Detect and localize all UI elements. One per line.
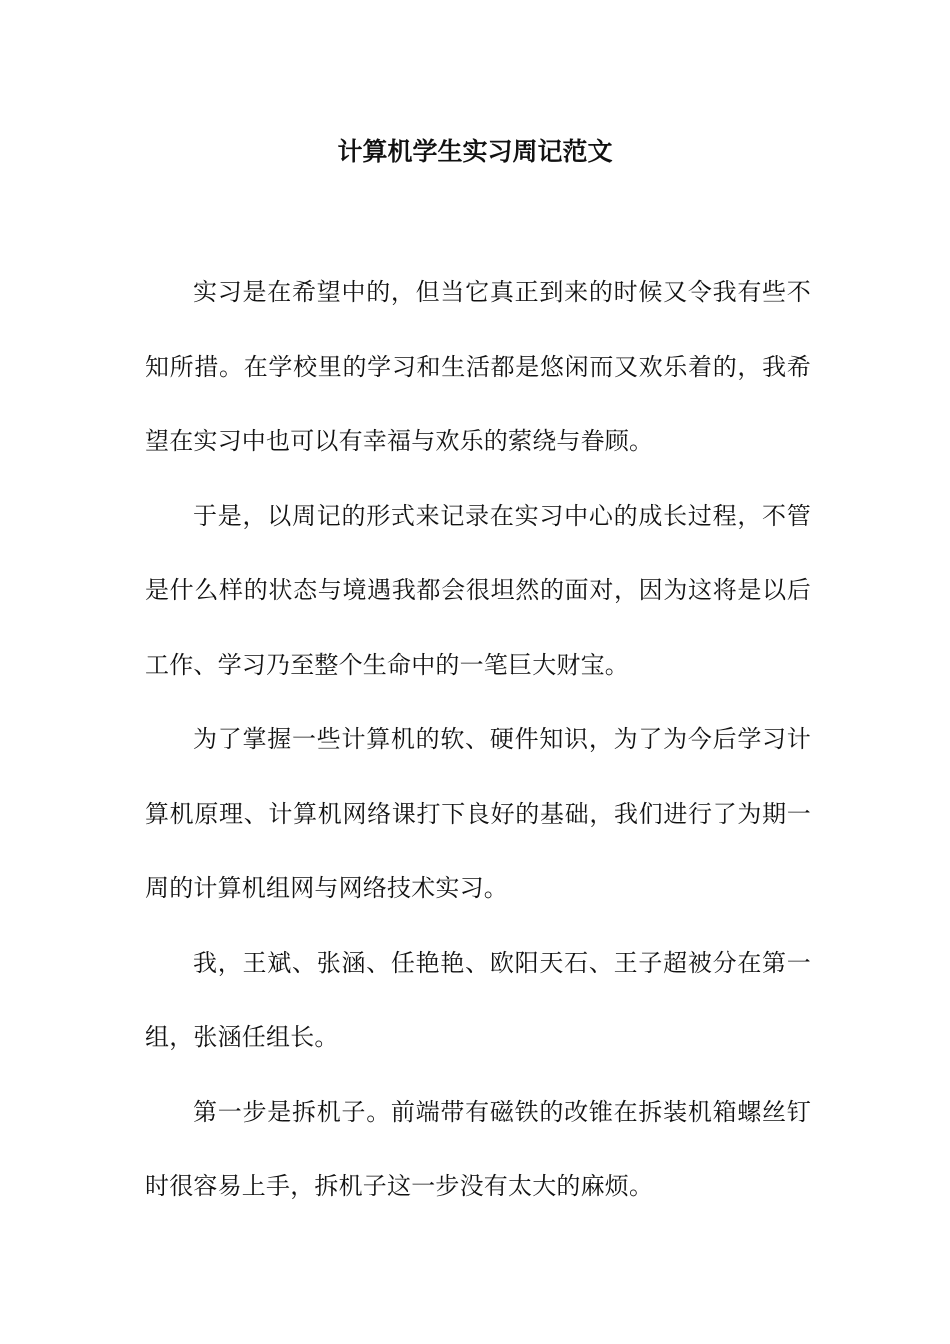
document-body <box>145 255 811 1224</box>
paragraph: 实习是在希望中的，但当它真正到来的时候又令我有些不知所措。在学校里的学习和生活都是悠闲而又欢乐着的，我希望在实习中也可以有幸福与欢乐的萦绕与眷顾。 <box>145 278 811 455</box>
paragraph: 第一步是拆机子。前端带有磁铁的改锥在拆装机箱螺丝钉时很容易上手，拆机子这一步没有太大的麻烦。 <box>145 1097 811 1200</box>
paragraph: 为了掌握一些计算机的软、硬件知识，为了为今后学习计算机原理、计算机网络课打下良好的基础，我们进行了为期一周的计算机组网与网络技术实习。 <box>145 725 811 902</box>
paragraph: 于是，以周记的形式来记录在实习中心的成长过程，不管是什么样的状态与境遇我都会很坦然的面对，因为这将是以后工作、学习乃至整个生命中的一笔巨大财宝。 <box>145 501 811 679</box>
document-title: 计算机学生实习周记范文 <box>337 137 613 166</box>
paragraph: 我，王斌、张涵、任艳艳、欧阳天石、王子超被分在第一组，张涵任组长。 <box>145 948 811 1051</box>
